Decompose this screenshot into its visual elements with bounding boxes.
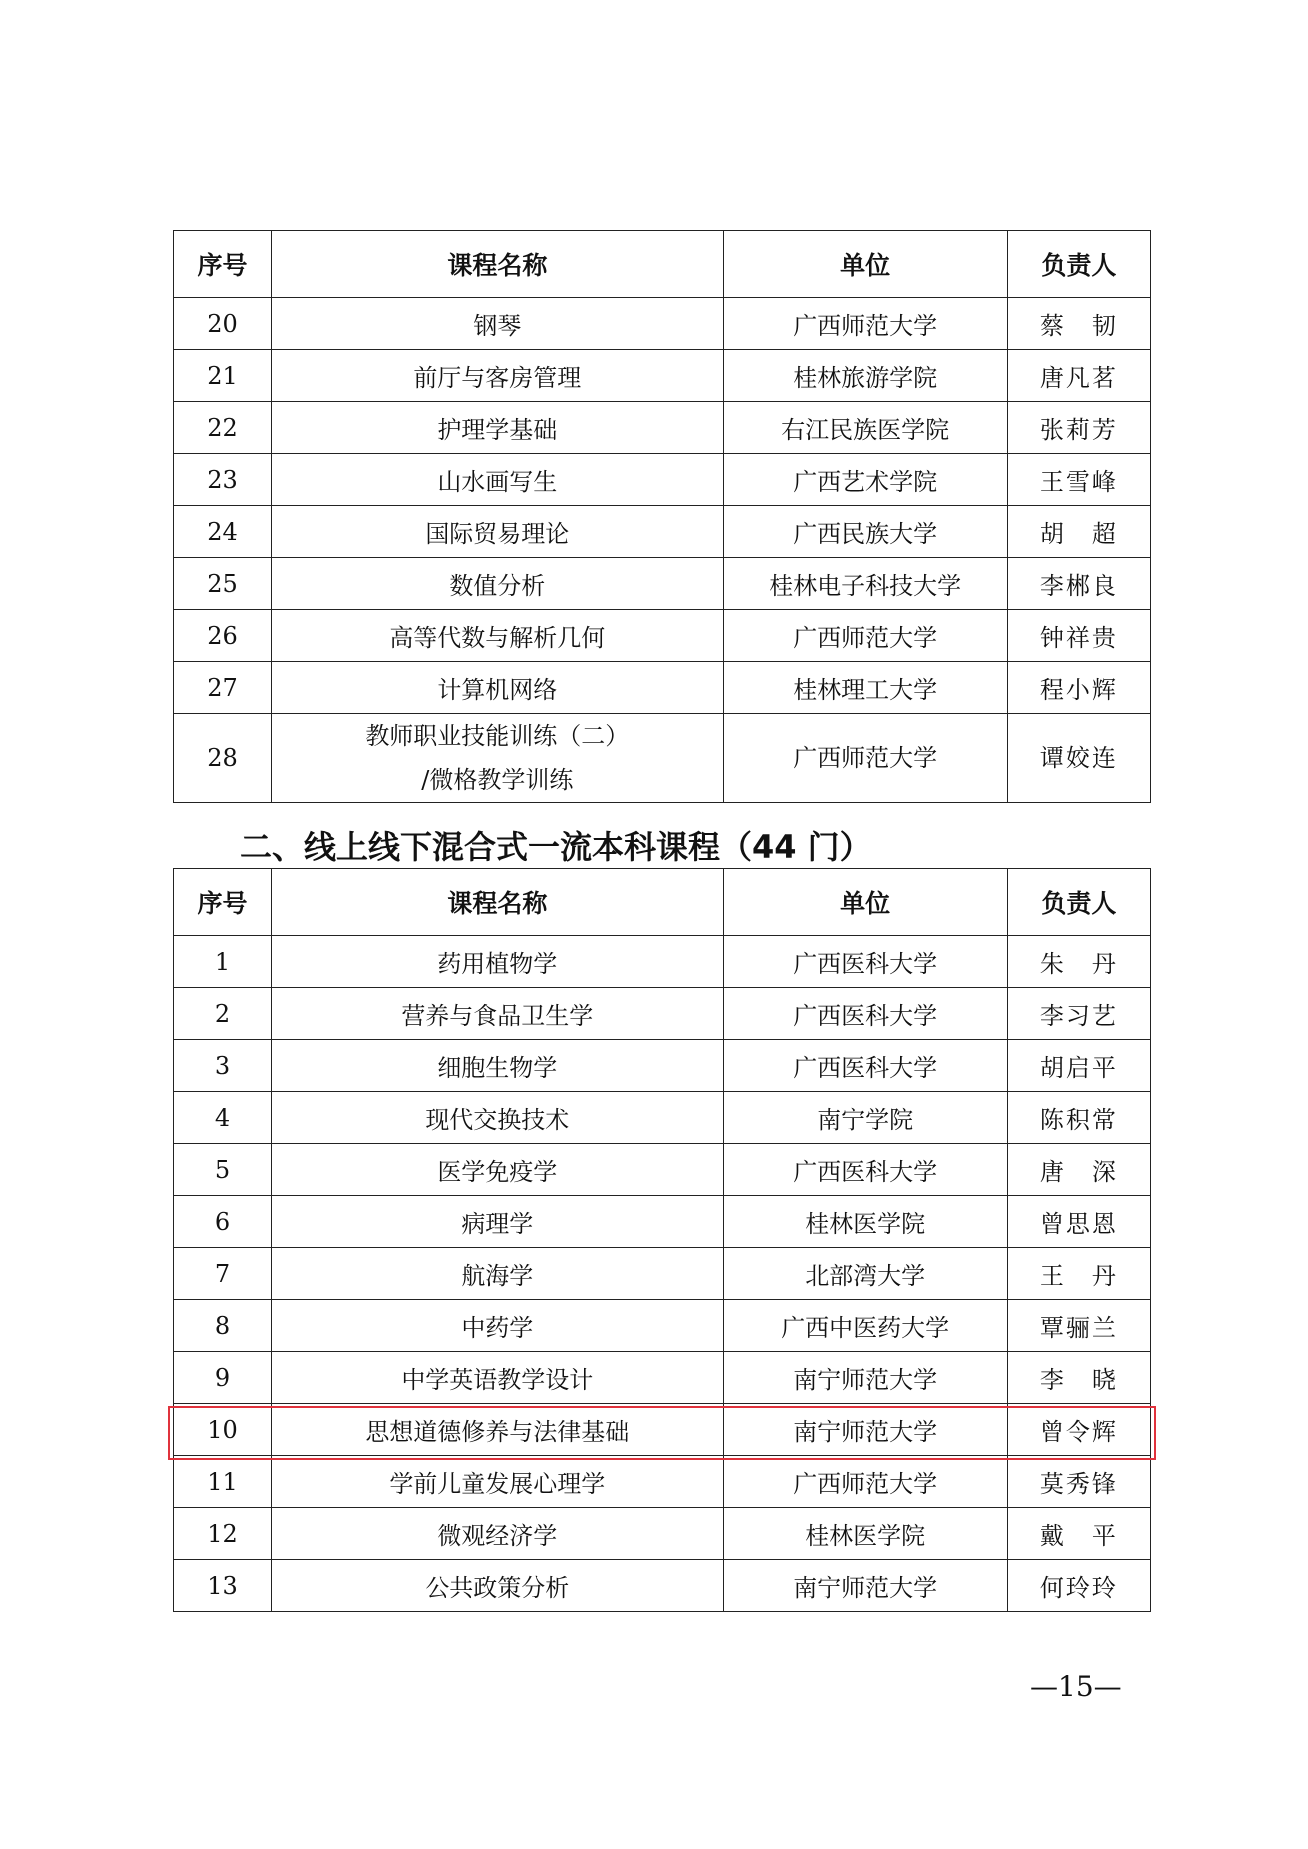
row-person: 李郴良 [1007, 558, 1150, 610]
row-person: 唐凡茗 [1007, 350, 1150, 402]
row-unit: 北部湾大学 [723, 1248, 1007, 1300]
row-course: 思想道德修养与法律基础 [272, 1404, 723, 1456]
course-table-1 [173, 230, 1151, 803]
row-index: 13 [174, 1560, 272, 1612]
row-index: 20 [174, 298, 272, 350]
row-course: 现代交换技术 [272, 1092, 723, 1144]
row-course: 前厅与客房管理 [272, 350, 723, 402]
row-index: 3 [174, 1040, 272, 1092]
row-index: 12 [174, 1508, 272, 1560]
row-course: 国际贸易理论 [272, 506, 723, 558]
row-person: 王 丹 [1007, 1248, 1150, 1300]
row-course: 微观经济学 [272, 1508, 723, 1560]
row-person: 朱 丹 [1007, 936, 1150, 988]
row-unit: 桂林电子科技大学 [723, 558, 1007, 610]
row-index: 23 [174, 454, 272, 506]
row-unit: 南宁师范大学 [723, 1352, 1007, 1404]
row-person: 陈积常 [1007, 1092, 1150, 1144]
row-index: 21 [174, 350, 272, 402]
row-person: 曾令辉 [1007, 1404, 1150, 1456]
row-course: 细胞生物学 [272, 1040, 723, 1092]
row-person: 莫秀锋 [1007, 1456, 1150, 1508]
header-person: 负责人 [1007, 231, 1150, 298]
row-unit: 广西师范大学 [723, 714, 1007, 803]
row-index: 26 [174, 610, 272, 662]
table-row [174, 1456, 1151, 1508]
table-row [174, 1300, 1151, 1352]
table-row [174, 558, 1151, 610]
section-title: 二、线上线下混合式一流本科课程（44 门） [240, 828, 872, 866]
row-unit: 桂林旅游学院 [723, 350, 1007, 402]
course-table-2 [173, 868, 1151, 1612]
row-index: 6 [174, 1196, 272, 1248]
table-row [174, 714, 1151, 803]
row-person: 李习艺 [1007, 988, 1150, 1040]
row-unit: 广西师范大学 [723, 1456, 1007, 1508]
row-course-line-1: 教师职业技能训练（二） [365, 722, 630, 750]
header-unit: 单位 [723, 869, 1007, 936]
row-unit: 南宁学院 [723, 1092, 1007, 1144]
row-index: 10 [174, 1404, 272, 1456]
row-unit: 广西师范大学 [723, 610, 1007, 662]
row-course: 学前儿童发展心理学 [272, 1456, 723, 1508]
header-course: 课程名称 [272, 869, 723, 936]
table-header-row [174, 869, 1151, 936]
row-course: 医学免疫学 [272, 1144, 723, 1196]
row-person: 胡启平 [1007, 1040, 1150, 1092]
row-course: 营养与食品卫生学 [272, 988, 723, 1040]
row-course: 航海学 [272, 1248, 723, 1300]
header-index: 序号 [174, 231, 272, 298]
row-index: 8 [174, 1300, 272, 1352]
table-row [174, 1248, 1151, 1300]
row-unit: 广西医科大学 [723, 936, 1007, 988]
row-course: 药用植物学 [272, 936, 723, 988]
row-course: 数值分析 [272, 558, 723, 610]
header-course: 课程名称 [272, 231, 723, 298]
row-unit: 广西医科大学 [723, 1040, 1007, 1092]
row-course: 病理学 [272, 1196, 723, 1248]
row-person: 蔡 韧 [1007, 298, 1150, 350]
table-row [174, 1352, 1151, 1404]
table-row [174, 298, 1151, 350]
row-index: 28 [174, 714, 272, 803]
row-person: 曾思恩 [1007, 1196, 1150, 1248]
row-course: 计算机网络 [272, 662, 723, 714]
row-course: 山水画写生 [272, 454, 723, 506]
table-row [174, 662, 1151, 714]
row-course: 中药学 [272, 1300, 723, 1352]
row-course: 护理学基础 [272, 402, 723, 454]
table-row [174, 988, 1151, 1040]
page-number: —15— [1030, 1670, 1122, 1703]
table-row [174, 1196, 1151, 1248]
table-row [174, 350, 1151, 402]
row-person: 戴 平 [1007, 1508, 1150, 1560]
table-row [174, 610, 1151, 662]
row-person: 何玲玲 [1007, 1560, 1150, 1612]
row-course [272, 714, 723, 803]
table-row [174, 1508, 1151, 1560]
row-person: 钟祥贵 [1007, 610, 1150, 662]
row-index: 22 [174, 402, 272, 454]
row-unit: 桂林医学院 [723, 1508, 1007, 1560]
row-person: 程小辉 [1007, 662, 1150, 714]
row-unit: 南宁师范大学 [723, 1560, 1007, 1612]
row-index: 5 [174, 1144, 272, 1196]
row-index: 2 [174, 988, 272, 1040]
row-course: 钢琴 [272, 298, 723, 350]
row-index: 11 [174, 1456, 272, 1508]
row-index: 9 [174, 1352, 272, 1404]
row-person: 李 晓 [1007, 1352, 1150, 1404]
table-row [174, 402, 1151, 454]
row-unit: 桂林理工大学 [723, 662, 1007, 714]
table-row [174, 1144, 1151, 1196]
row-person: 谭姣连 [1007, 714, 1150, 803]
row-unit: 右江民族医学院 [723, 402, 1007, 454]
table-header-row [174, 231, 1151, 298]
row-person: 张莉芳 [1007, 402, 1150, 454]
row-person: 胡 超 [1007, 506, 1150, 558]
row-course: 高等代数与解析几何 [272, 610, 723, 662]
row-unit: 桂林医学院 [723, 1196, 1007, 1248]
row-index: 4 [174, 1092, 272, 1144]
header-unit: 单位 [723, 231, 1007, 298]
table-row [174, 1092, 1151, 1144]
row-person: 唐 深 [1007, 1144, 1150, 1196]
header-person: 负责人 [1007, 869, 1150, 936]
row-index: 7 [174, 1248, 272, 1300]
row-index: 25 [174, 558, 272, 610]
row-unit: 广西中医药大学 [723, 1300, 1007, 1352]
row-unit: 广西医科大学 [723, 1144, 1007, 1196]
row-course: 公共政策分析 [272, 1560, 723, 1612]
row-index: 24 [174, 506, 272, 558]
row-unit: 广西民族大学 [723, 506, 1007, 558]
header-index: 序号 [174, 869, 272, 936]
row-unit: 广西师范大学 [723, 298, 1007, 350]
row-index: 27 [174, 662, 272, 714]
table-row [174, 1560, 1151, 1612]
table-row [174, 1040, 1151, 1092]
row-course: 中学英语教学设计 [272, 1352, 723, 1404]
row-unit: 广西艺术学院 [723, 454, 1007, 506]
row-unit: 广西医科大学 [723, 988, 1007, 1040]
table-row [174, 506, 1151, 558]
row-course-line-2: /微格教学训练 [421, 766, 574, 794]
row-person: 王雪峰 [1007, 454, 1150, 506]
row-index: 1 [174, 936, 272, 988]
row-unit: 南宁师范大学 [723, 1404, 1007, 1456]
table-row [174, 936, 1151, 988]
table-row-highlighted [174, 1404, 1151, 1456]
table-row [174, 454, 1151, 506]
row-person: 覃骊兰 [1007, 1300, 1150, 1352]
